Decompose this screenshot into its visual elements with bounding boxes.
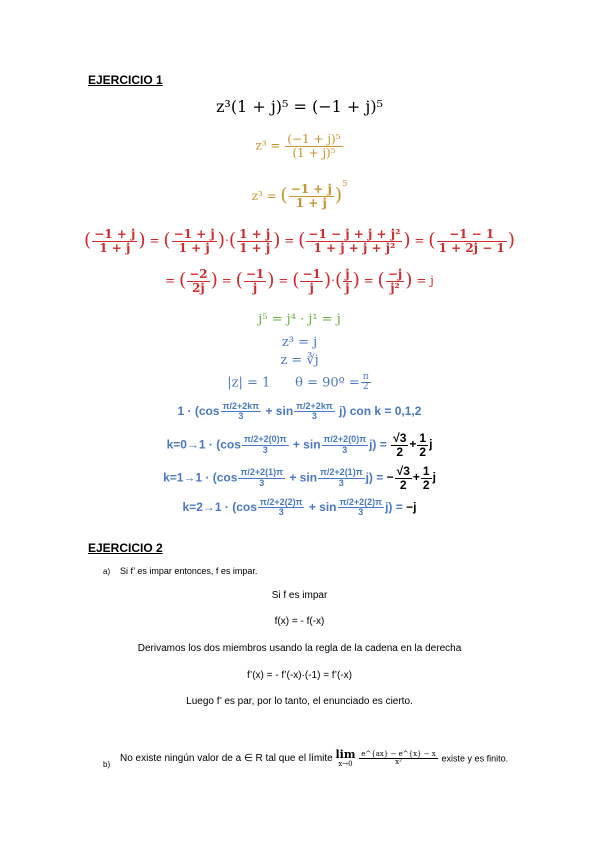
ex1-blue-modulus-angle — [0, 373, 599, 393]
angle: θ = 90º = — [295, 375, 360, 391]
ex1-red-line-1: ( $\frac{-1 + j}{1 + j}$ ) = ( $\frac{-1 + j}{1 + j}$ )·( $\frac{1 + j}{1 + j}$ ) = ( $\frac{\text{−1 − j + j + j²}}{\text{1 + j + j + j²}}$ ) = ( $\frac{-1 - 1}{1 + 2j - 1}$ ) — [83, 227, 516, 255]
z3-fraction — [285, 133, 342, 159]
red1-fraction-5: $\frac{-1 - 1}{1 + 2j - 1}$ — [438, 227, 505, 255]
red2-fraction-4: $\frac{j}{j}$ — [345, 267, 350, 295]
ex1-green-line: j⁵ = j⁴ · j¹ = j — [258, 312, 341, 327]
ex2-line-5: Luego f’ es par, por lo tanto, el enunciado es cierto. — [186, 696, 413, 707]
ex2-b-label: b) — [103, 760, 111, 769]
k1-result: − $\frac{√3}{2}$ + $\frac{1}{2}$ j — [386, 464, 436, 492]
general-sin-fraction: $\frac{\pi/2+2k\pi}{3}$ — [296, 401, 333, 422]
ex2-line-1: Si f es impar — [271, 590, 328, 601]
paren-lhs: z³ = — [251, 189, 277, 203]
z3-numerator: (−1 + j)⁵ — [287, 132, 341, 146]
paren-fraction — [289, 183, 334, 209]
ex2-line-2: f(x) = - f(-x) — [274, 616, 325, 627]
ex1-z3-fraction-equation — [0, 133, 599, 159]
k2-result: −j — [406, 500, 417, 515]
ex1-main-equation: z³(1 + j)⁵ = (−1 + j)⁵ — [215, 97, 384, 116]
general-cos-fraction: $\frac{\pi/2+2k\pi}{3}$ — [222, 401, 260, 422]
ex2-line-3: Derivamos los dos miembros usando la regla de la cadena en la derecha — [137, 643, 462, 654]
angle-fraction: $\frac{\pi}{2}$ — [362, 372, 369, 393]
red1-fraction-3: $\frac{1 + j}{1 + j}$ — [239, 227, 271, 255]
ex1-red-line-2: = ( $\frac{-2}{2j}$ ) = ( $\frac{-1}{j}$ ) = ( $\frac{-1}{j}$ )·( $\frac{j}{j}$ ) = ( $\frac{-j}{\text{j²}}$ ) = j — [165, 267, 434, 295]
ex1-blue-z: z = ∛j — [280, 353, 319, 368]
k0-result: $\frac{√3}{2}$ + $\frac{1}{2}$ j — [393, 431, 433, 459]
paren-denominator: 1 + j — [295, 196, 327, 210]
red2-fraction-5: $\frac{-j}{\text{j²}}$ — [387, 267, 403, 295]
ex1-heading: EJERCICIO 1 — [88, 73, 163, 87]
ex1-blue-k2: k=2→1 · (cos $\frac{\pi/2+2(2)\pi}{3}$ + sin $\frac{\pi/2+2(2)\pi}{3}$ j) = −j — [182, 497, 417, 518]
ex2-a-text: Si f’ es impar entonces, f es impar. — [120, 566, 258, 576]
ex1-blue-k0: k=0→1 · (cos $\frac{\pi/2+2(0)\pi}{3}$ + sin $\frac{\pi/2+2(0)\pi}{3}$ j) = $\frac{√3}{2}$ + $\frac{1}{2}$ j — [166, 431, 433, 459]
ex2-a-label: a) — [103, 567, 111, 576]
red1-fraction-2: $\frac{-1 + j}{1 + j}$ — [173, 227, 215, 255]
ex2-line-4: f’(x) = - f’(-x)·(-1) = f’(-x) — [247, 670, 352, 681]
red2-tail: = j — [416, 273, 434, 288]
z3-denominator: (1 + j)⁵ — [292, 145, 336, 160]
limit-operator: lim x→0 — [335, 748, 356, 769]
limit-fraction: $\frac{e\^{}\{ax\} - e\^{}\{x\} - x}{\text{x²}}$ — [361, 749, 436, 767]
red1-fraction-4: $\frac{\text{−1 − j + j + j²}}{\text{1 + j + j + j²}}$ — [308, 227, 401, 255]
z3-lhs: z³ = — [255, 138, 281, 153]
ex2-b-text: No existe ningún valor de a ∈ R tal que el límite — [120, 753, 333, 765]
ex1-blue-general-formula: 1 · (cos $\frac{\pi/2+2k\pi}{3}$ + sin $\frac{\pi/2+2k\pi}{3}$ j) con k = 0,1,2 — [177, 401, 422, 422]
ex1-z3-paren-equation: z³ = ( $\frac{-1 + j}{1 + j}$ )$^5$ — [251, 178, 348, 210]
red2-fraction-1: $\frac{-2}{2j}$ — [189, 267, 208, 295]
ex1-blue-k1: k=1→1 · (cos $\frac{\pi/2+2(1)\pi}{3}$ + sin $\frac{\pi/2+2(1)\pi}{3}$ j) = − $\frac{√3}{2}$ + $\frac{1}{2}$ j — [163, 464, 436, 492]
ex2-heading: EJERCICIO 2 — [88, 541, 163, 555]
red2-fraction-3: $\frac{-1}{j}$ — [302, 267, 321, 295]
ex1-blue-z3: z³ = j — [281, 335, 318, 350]
ex2-b-tail: existe y es finito. — [441, 753, 509, 764]
modulus: |z| = 1 — [227, 375, 271, 391]
red1-fraction-1: $\frac{-1 + j}{1 + j}$ — [94, 227, 136, 255]
ex2-b-line — [120, 749, 508, 768]
paren-exponent: 5 — [342, 178, 348, 188]
paren-numerator: −1 + j — [290, 182, 332, 197]
red2-fraction-2: $\frac{-1}{j}$ — [245, 267, 265, 295]
